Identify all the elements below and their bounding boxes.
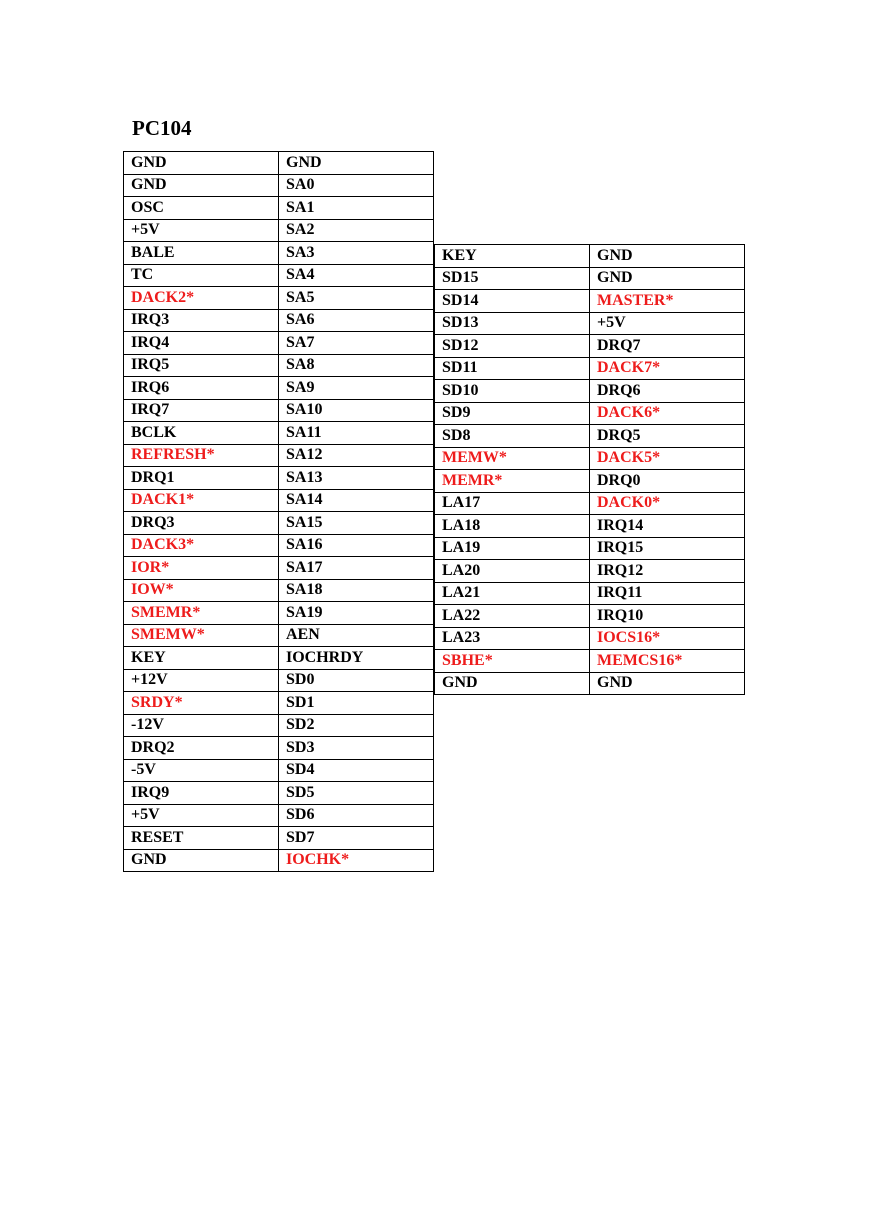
pin-cell-b: SD2 [279, 714, 434, 737]
pin-cell-d: DACK0* [590, 492, 745, 515]
pin-cell-a: OSC [124, 197, 279, 220]
pin-cell-a: DRQ1 [124, 467, 279, 490]
pin-cell-a: IRQ9 [124, 782, 279, 805]
table-row [124, 512, 434, 535]
pin-cell-d: DRQ5 [590, 425, 745, 448]
table-row [124, 377, 434, 400]
pin-cell-b: SA2 [279, 219, 434, 242]
pin-cell-d: GND [590, 672, 745, 695]
pin-cell-b: SA11 [279, 422, 434, 445]
pin-cell-a: BALE [124, 242, 279, 265]
pinout-table-j1 [123, 151, 434, 872]
pin-cell-c: LA21 [435, 582, 590, 605]
pin-cell-a: DACK2* [124, 287, 279, 310]
table-row [435, 335, 745, 358]
pin-cell-c: SD10 [435, 380, 590, 403]
pin-cell-b: SA3 [279, 242, 434, 265]
pin-cell-c: LA23 [435, 627, 590, 650]
pin-cell-a: REFRESH* [124, 444, 279, 467]
pin-cell-b: IOCHK* [279, 849, 434, 872]
pin-cell-d: DRQ0 [590, 470, 745, 493]
table-row [124, 219, 434, 242]
pin-cell-c: MEMW* [435, 447, 590, 470]
pin-cell-d: DRQ6 [590, 380, 745, 403]
table-row [435, 267, 745, 290]
pin-cell-d: GND [590, 267, 745, 290]
table-row [124, 579, 434, 602]
pin-cell-b: SD7 [279, 827, 434, 850]
pin-cell-a: GND [124, 152, 279, 175]
table-row [435, 492, 745, 515]
pin-cell-c: KEY [435, 245, 590, 268]
pin-cell-a: SMEMW* [124, 624, 279, 647]
pin-cell-d: DACK5* [590, 447, 745, 470]
pin-cell-a: BCLK [124, 422, 279, 445]
pin-cell-b: AEN [279, 624, 434, 647]
table-row [435, 672, 745, 695]
pin-cell-b: SA16 [279, 534, 434, 557]
pin-cell-d: DRQ7 [590, 335, 745, 358]
table-row [124, 489, 434, 512]
pin-cell-a: SMEMR* [124, 602, 279, 625]
pin-cell-b: SD6 [279, 804, 434, 827]
pin-cell-a: -12V [124, 714, 279, 737]
table-row [124, 647, 434, 670]
pin-cell-d: IRQ15 [590, 537, 745, 560]
table-row [124, 242, 434, 265]
pin-cell-b: SD5 [279, 782, 434, 805]
pin-cell-c: SD8 [435, 425, 590, 448]
table-row [124, 827, 434, 850]
pin-cell-a: IOR* [124, 557, 279, 580]
pin-cell-c: SD13 [435, 312, 590, 335]
pin-cell-c: MEMR* [435, 470, 590, 493]
pin-cell-a: IOW* [124, 579, 279, 602]
pin-cell-d: GND [590, 245, 745, 268]
pin-cell-d: DACK7* [590, 357, 745, 380]
table-row [124, 264, 434, 287]
pin-cell-b: SD1 [279, 692, 434, 715]
pin-cell-b: SA10 [279, 399, 434, 422]
pin-cell-c: GND [435, 672, 590, 695]
table-row [124, 737, 434, 760]
page-title: PC104 [132, 116, 192, 140]
pin-cell-d: DACK6* [590, 402, 745, 425]
table-row [124, 197, 434, 220]
pin-cell-b: GND [279, 152, 434, 175]
pin-cell-c: LA18 [435, 515, 590, 538]
pin-cell-b: SA14 [279, 489, 434, 512]
table-row [124, 692, 434, 715]
pin-cell-b: SA12 [279, 444, 434, 467]
pin-cell-a: +12V [124, 669, 279, 692]
table-row [435, 402, 745, 425]
pin-cell-b: SA19 [279, 602, 434, 625]
table-row [124, 152, 434, 175]
pin-cell-a: SRDY* [124, 692, 279, 715]
table-row [435, 470, 745, 493]
pin-cell-c: LA20 [435, 560, 590, 583]
table-row [124, 444, 434, 467]
table-row [435, 560, 745, 583]
pin-cell-b: SA6 [279, 309, 434, 332]
table-row [124, 602, 434, 625]
table-row [435, 290, 745, 313]
pin-cell-c: LA22 [435, 605, 590, 628]
pin-cell-d: IRQ14 [590, 515, 745, 538]
pin-cell-d: MEMCS16* [590, 650, 745, 673]
table-row [124, 354, 434, 377]
pin-cell-b: SA15 [279, 512, 434, 535]
table-row [124, 714, 434, 737]
table-row [435, 357, 745, 380]
pin-cell-b: SA7 [279, 332, 434, 355]
pin-cell-b: SA5 [279, 287, 434, 310]
table-row [124, 422, 434, 445]
table-row [435, 650, 745, 673]
pin-cell-c: SD12 [435, 335, 590, 358]
table-row [435, 380, 745, 403]
pin-cell-a: GND [124, 849, 279, 872]
pin-cell-d: MASTER* [590, 290, 745, 313]
table-row [124, 849, 434, 872]
pin-cell-a: KEY [124, 647, 279, 670]
pin-cell-a: GND [124, 174, 279, 197]
pin-cell-a: DRQ3 [124, 512, 279, 535]
table-row [435, 537, 745, 560]
pin-cell-a: IRQ5 [124, 354, 279, 377]
pin-cell-b: SA4 [279, 264, 434, 287]
pin-cell-a: IRQ4 [124, 332, 279, 355]
pin-cell-d: IRQ12 [590, 560, 745, 583]
table-row [124, 287, 434, 310]
table-row [124, 467, 434, 490]
table-row [435, 425, 745, 448]
pin-cell-b: SA9 [279, 377, 434, 400]
pin-cell-a: DACK3* [124, 534, 279, 557]
pin-cell-d: IRQ10 [590, 605, 745, 628]
pin-cell-a: TC [124, 264, 279, 287]
table-row [124, 309, 434, 332]
table-row [124, 399, 434, 422]
pin-cell-d: IOCS16* [590, 627, 745, 650]
pinout-table-j2 [434, 244, 745, 695]
pin-cell-c: SD15 [435, 267, 590, 290]
table-row [124, 804, 434, 827]
pin-cell-d: +5V [590, 312, 745, 335]
pin-cell-c: LA17 [435, 492, 590, 515]
pin-cell-a: -5V [124, 759, 279, 782]
pin-cell-b: SA13 [279, 467, 434, 490]
pin-cell-c: SBHE* [435, 650, 590, 673]
table-row [124, 557, 434, 580]
pin-cell-b: SD0 [279, 669, 434, 692]
pin-cell-a: IRQ3 [124, 309, 279, 332]
table-row [435, 515, 745, 538]
pin-cell-a: IRQ6 [124, 377, 279, 400]
pin-cell-a: +5V [124, 219, 279, 242]
table-row [124, 759, 434, 782]
pin-cell-b: IOCHRDY [279, 647, 434, 670]
table-row [435, 245, 745, 268]
pin-cell-c: SD14 [435, 290, 590, 313]
pin-cell-a: RESET [124, 827, 279, 850]
pin-cell-b: SA0 [279, 174, 434, 197]
table-row [124, 782, 434, 805]
pin-cell-b: SD3 [279, 737, 434, 760]
pin-cell-d: IRQ11 [590, 582, 745, 605]
pinout-table-j1-body [124, 152, 434, 872]
table-row [435, 312, 745, 335]
pin-cell-b: SA18 [279, 579, 434, 602]
pin-cell-a: DRQ2 [124, 737, 279, 760]
pin-cell-c: SD9 [435, 402, 590, 425]
table-row [124, 534, 434, 557]
pin-cell-c: SD11 [435, 357, 590, 380]
table-row [124, 624, 434, 647]
table-row [435, 447, 745, 470]
table-row [435, 582, 745, 605]
pin-cell-c: LA19 [435, 537, 590, 560]
pin-cell-a: DACK1* [124, 489, 279, 512]
pin-cell-b: SA1 [279, 197, 434, 220]
pin-cell-a: IRQ7 [124, 399, 279, 422]
pinout-table-j2-body [435, 245, 745, 695]
pin-cell-b: SA17 [279, 557, 434, 580]
pin-cell-b: SA8 [279, 354, 434, 377]
table-row [124, 174, 434, 197]
table-row [435, 627, 745, 650]
pin-cell-a: +5V [124, 804, 279, 827]
pin-cell-b: SD4 [279, 759, 434, 782]
table-row [435, 605, 745, 628]
table-row [124, 332, 434, 355]
table-row [124, 669, 434, 692]
